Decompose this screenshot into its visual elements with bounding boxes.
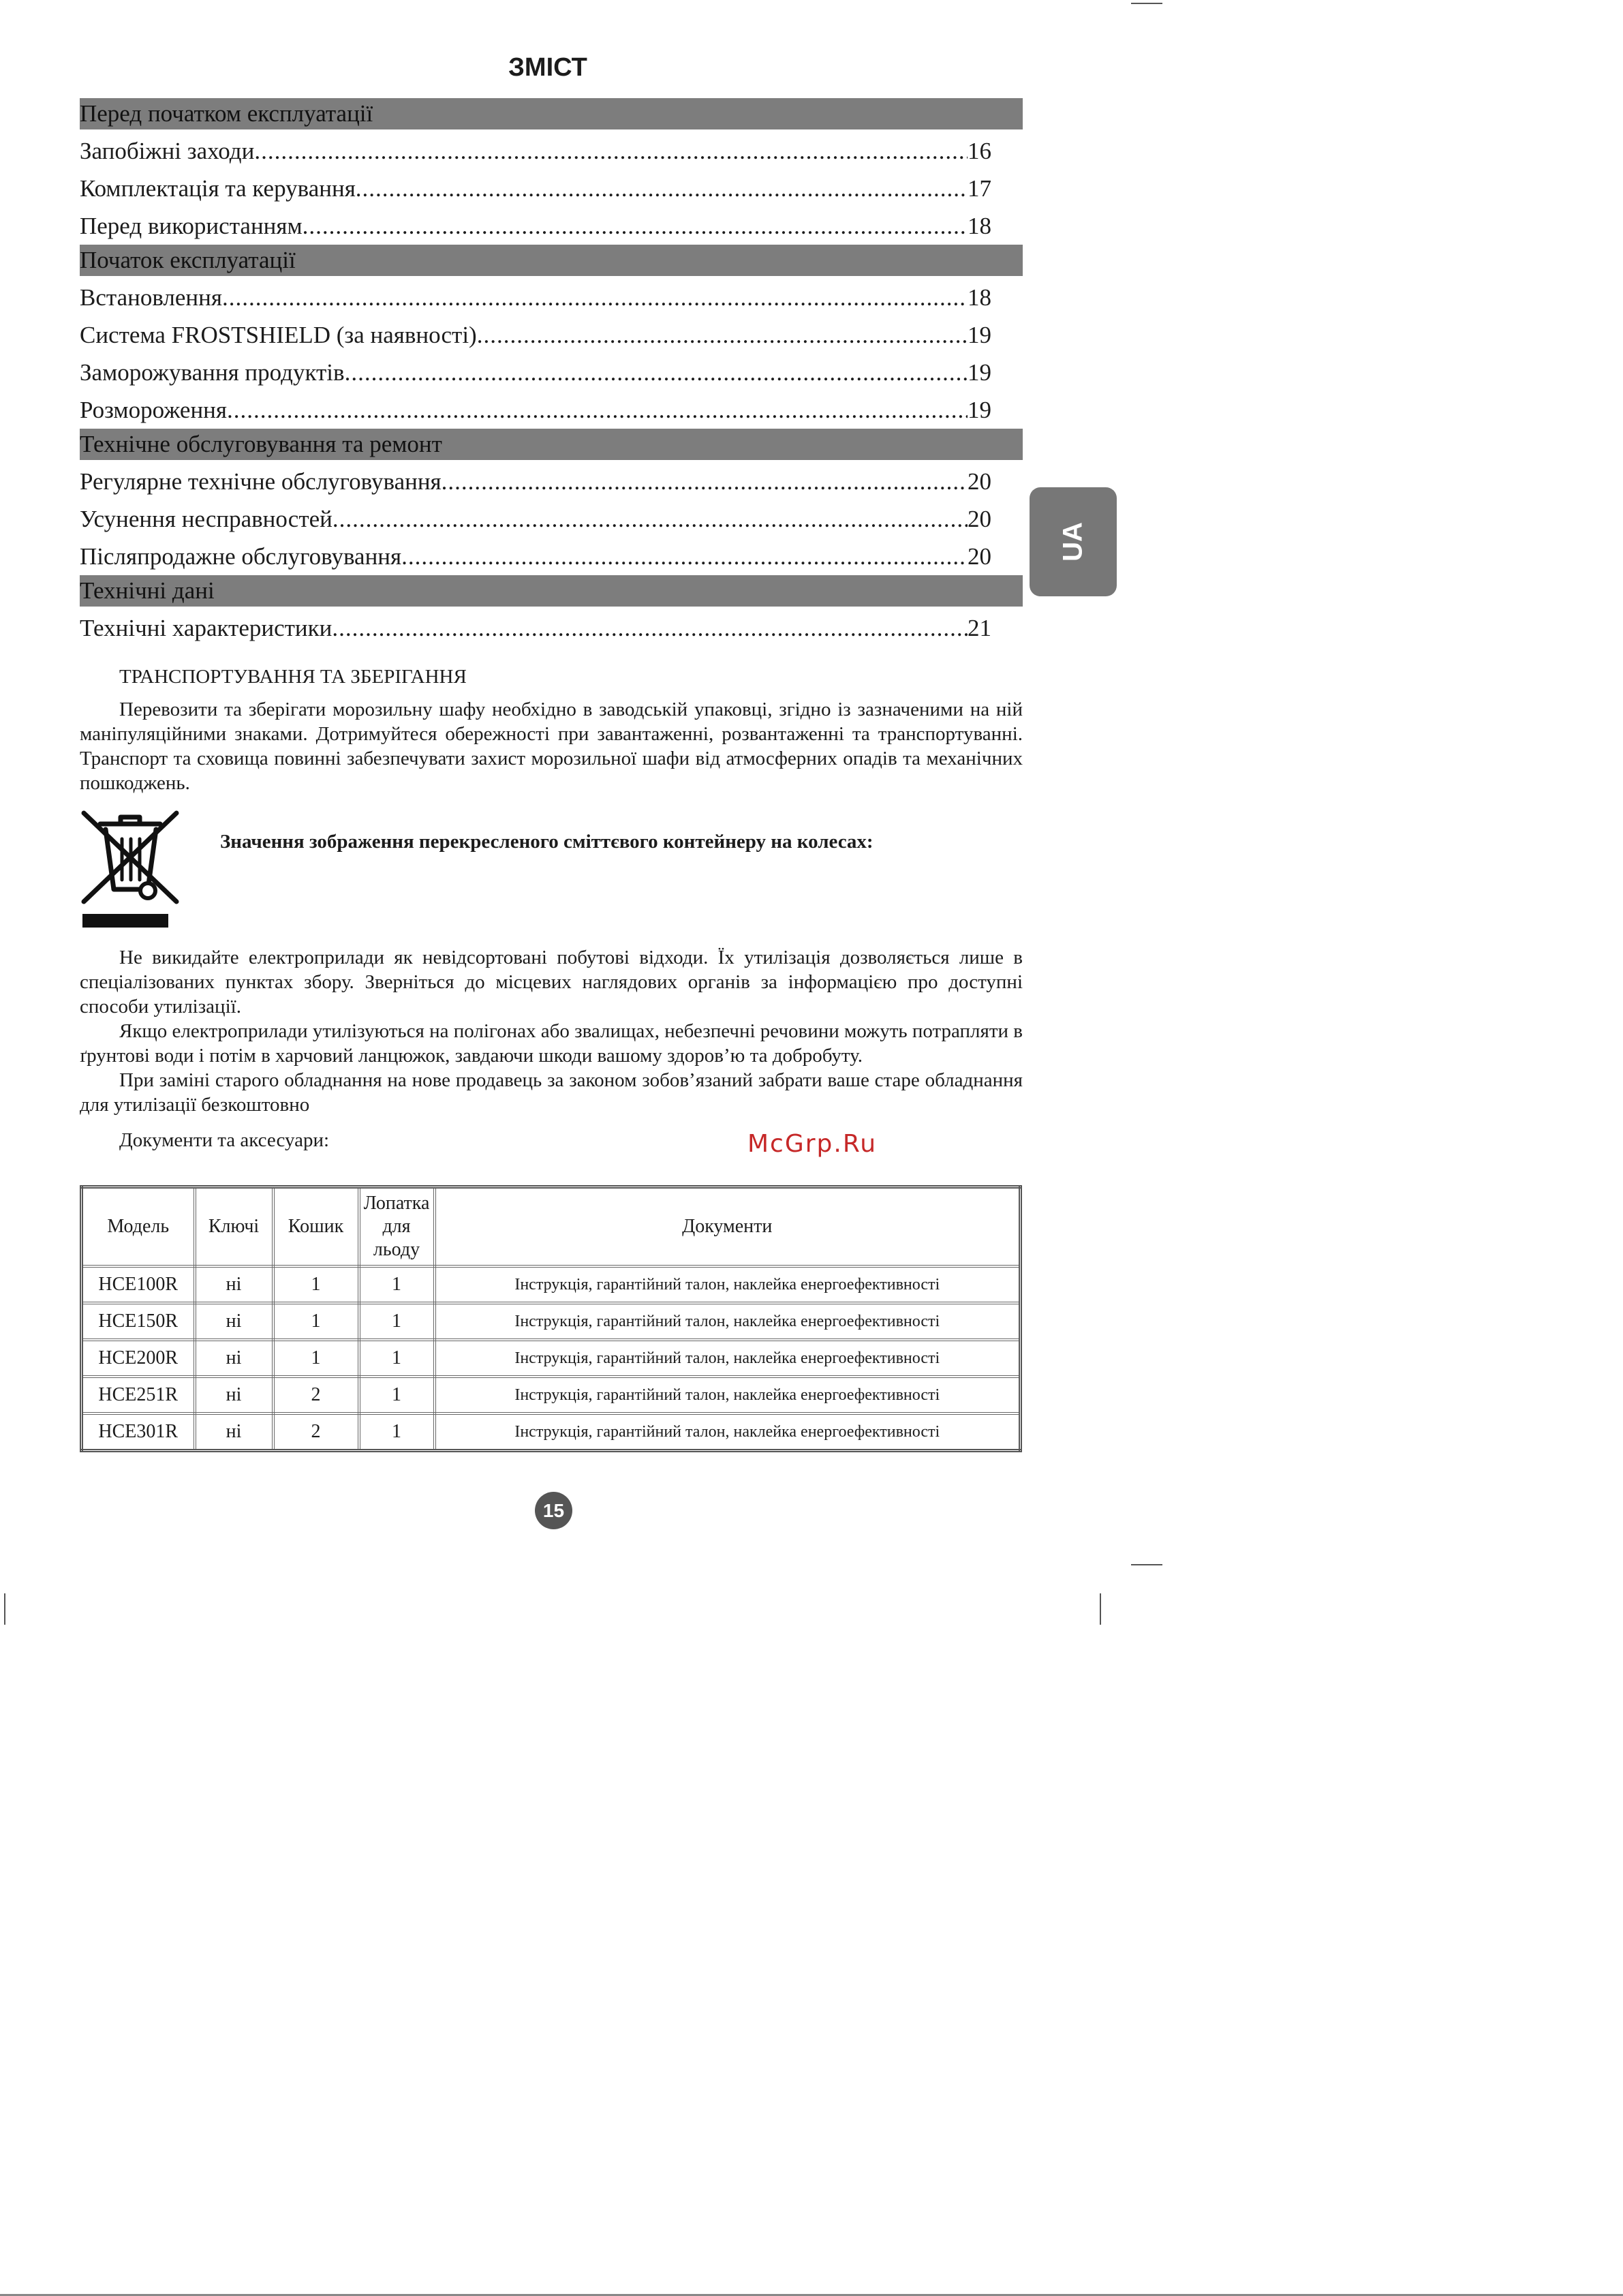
language-tab[interactable]	[1030, 487, 1117, 596]
toc-entry[interactable]	[80, 279, 991, 316]
table-cell: HCE150R	[82, 1303, 195, 1340]
toc-entry[interactable]	[80, 170, 991, 207]
table-cell: 1	[273, 1340, 359, 1377]
documents-table	[80, 1185, 1022, 1452]
toc-entry-label: Комплектація та керування	[80, 175, 356, 202]
page-number: 15	[535, 1492, 572, 1529]
crossed-out-wheelie-bin-icon	[80, 809, 182, 932]
table-cell: ні	[195, 1266, 273, 1303]
table-cell: ні	[195, 1340, 273, 1377]
table-row	[82, 1266, 1021, 1303]
table-cell: 1	[359, 1266, 435, 1303]
toc-leader	[222, 279, 968, 316]
table-row	[82, 1377, 1021, 1413]
table-cell: Інструкція, гарантійний талон, наклейка енергоефективності	[435, 1340, 1021, 1377]
crop-mark	[1100, 1593, 1101, 1625]
table-cell: 2	[273, 1377, 359, 1413]
toc-entry-label: Перед використанням	[80, 213, 303, 239]
table-cell: HCE251R	[82, 1377, 195, 1413]
table-cell: Інструкція, гарантійний талон, наклейка енергоефективності	[435, 1266, 1021, 1303]
toc-entry-page: 16	[968, 138, 991, 164]
crop-mark	[4, 1593, 5, 1625]
table-cell: ні	[195, 1303, 273, 1340]
toc-entry[interactable]	[80, 463, 991, 500]
toc-entry-page: 18	[968, 284, 991, 311]
toc-entry[interactable]	[80, 391, 991, 429]
transport-heading: ТРАНСПОРТУВАННЯ ТА ЗБЕРІГАННЯ	[119, 666, 467, 688]
table-row	[82, 1413, 1021, 1451]
toc-entry-label: Регулярне технічне обслуговування	[80, 468, 442, 495]
toc-entry[interactable]	[80, 609, 991, 647]
toc-section-heading: Початок експлуатації	[80, 245, 1023, 276]
toc-entry-page: 19	[968, 397, 991, 423]
toc-entry-label: Заморожування продуктів	[80, 359, 345, 386]
table-cell: Інструкція, гарантійний талон, наклейка енергоефективності	[435, 1413, 1021, 1451]
disposal-paragraph: При заміні старого обладнання на нове продавець за законом зобов’язаний забрати ваше старе обладнання для утилізації безкоштовно	[80, 1069, 1023, 1116]
column-header: Лопатка для льоду	[359, 1187, 435, 1267]
table-cell: 1	[359, 1413, 435, 1451]
documents-label: Документи та аксесуари:	[119, 1129, 330, 1151]
toc-entry-page: 21	[968, 615, 991, 641]
table-cell: HCE301R	[82, 1413, 195, 1451]
disposal-text	[80, 945, 1023, 1117]
table-cell: 1	[359, 1303, 435, 1340]
toc-entry-page: 20	[968, 506, 991, 532]
disposal-paragraph: Якщо електроприлади утилізуються на полігонах або звалищах, небезпечні речовини можуть потрапляти в ґрунтові води і потім в харчовий ланцюжок, завдаючи шкоди вашому здоров’ю та добробуту.	[80, 1020, 1023, 1067]
table-cell: ні	[195, 1413, 273, 1451]
toc-leader	[303, 207, 968, 245]
toc-entry-label: Післяпродажне обслуговування	[80, 543, 402, 570]
table-cell: HCE100R	[82, 1266, 195, 1303]
table-cell: Інструкція, гарантійний талон, наклейка енергоефективності	[435, 1303, 1021, 1340]
toc-entry-label: Технічні характеристики	[80, 615, 333, 641]
table-cell: Інструкція, гарантійний талон, наклейка енергоефективності	[435, 1377, 1021, 1413]
toc-entry-page: 17	[968, 175, 991, 202]
toc-entry-page: 20	[968, 468, 991, 495]
toc-entry-label: Встановлення	[80, 284, 222, 311]
toc-entry-page: 20	[968, 543, 991, 570]
table-cell: 1	[273, 1266, 359, 1303]
toc-entry-label: Розмороження	[80, 397, 228, 423]
toc-leader	[442, 463, 968, 500]
toc-entry[interactable]	[80, 500, 991, 538]
crop-mark	[1131, 1564, 1162, 1565]
toc-entry[interactable]	[80, 207, 991, 245]
toc-entry-page: 19	[968, 322, 991, 348]
crop-mark	[1131, 3, 1162, 4]
toc-leader	[401, 538, 968, 575]
toc-leader	[333, 500, 968, 538]
toc-entry[interactable]	[80, 538, 991, 575]
toc-leader	[477, 316, 968, 354]
toc-leader	[332, 609, 968, 647]
toc-entry[interactable]	[80, 316, 991, 354]
toc-entry-page: 18	[968, 213, 991, 239]
table-cell: 2	[273, 1413, 359, 1451]
toc-entry[interactable]	[80, 132, 991, 170]
toc-entry-label: Система FROSTSHIELD (за наявності)	[80, 322, 477, 348]
disposal-paragraph: Не викидайте електроприлади як невідсортовані побутові відходи. Їх утилізація дозволяється лише в спеціалізованих пунктах збору. Зверніться до місцевих наглядових органів за інформацією про доступні способи утилізації.	[80, 947, 1023, 1017]
toc-entry-label: Усунення несправностей	[80, 506, 333, 532]
page-title: ЗМІСТ	[508, 53, 587, 82]
weee-notice	[80, 809, 1023, 938]
table-cell: 1	[359, 1377, 435, 1413]
column-header: Документи	[435, 1187, 1021, 1267]
toc-entry-label: Запобіжні заходи	[80, 138, 255, 164]
table-header-row	[82, 1187, 1021, 1267]
table-row	[82, 1340, 1021, 1377]
toc-entry[interactable]	[80, 354, 991, 391]
language-tab-label: UA	[1057, 522, 1088, 562]
toc-section-heading: Перед початком експлуатації	[80, 98, 1023, 129]
toc-leader	[356, 170, 968, 207]
table-cell: HCE200R	[82, 1340, 195, 1377]
table-cell: 1	[359, 1340, 435, 1377]
table-cell: 1	[273, 1303, 359, 1340]
watermark: McGrp.Ru	[747, 1130, 878, 1158]
column-header: Модель	[82, 1187, 195, 1267]
transport-paragraph: Перевозити та зберігати морозильну шафу необхідно в заводській упаковці, згідно із зазначеними на ній маніпуляційними знаками. Дотримуйтеся обережності при завантаженні, розвантаженні та транспортуванні. Транспорт та сховища повинні забезпечувати захист морозильної шафи від атмосферних опадів та механічних пошкоджень.	[80, 699, 1023, 794]
column-header: Ключі	[195, 1187, 273, 1267]
toc-leader	[254, 132, 968, 170]
table-row	[82, 1303, 1021, 1340]
toc-entry-page: 19	[968, 359, 991, 386]
weee-caption: Значення зображення перекресленого сміттєвого контейнеру на колесах:	[220, 831, 874, 853]
toc-leader	[345, 354, 968, 391]
toc-leader	[227, 391, 968, 429]
toc-section-heading: Технічні дані	[80, 575, 1023, 607]
page-content	[80, 48, 1023, 1155]
column-header: Кошик	[273, 1187, 359, 1267]
toc-section-heading: Технічне обслуговування та ремонт	[80, 429, 1023, 460]
table-cell: ні	[195, 1377, 273, 1413]
